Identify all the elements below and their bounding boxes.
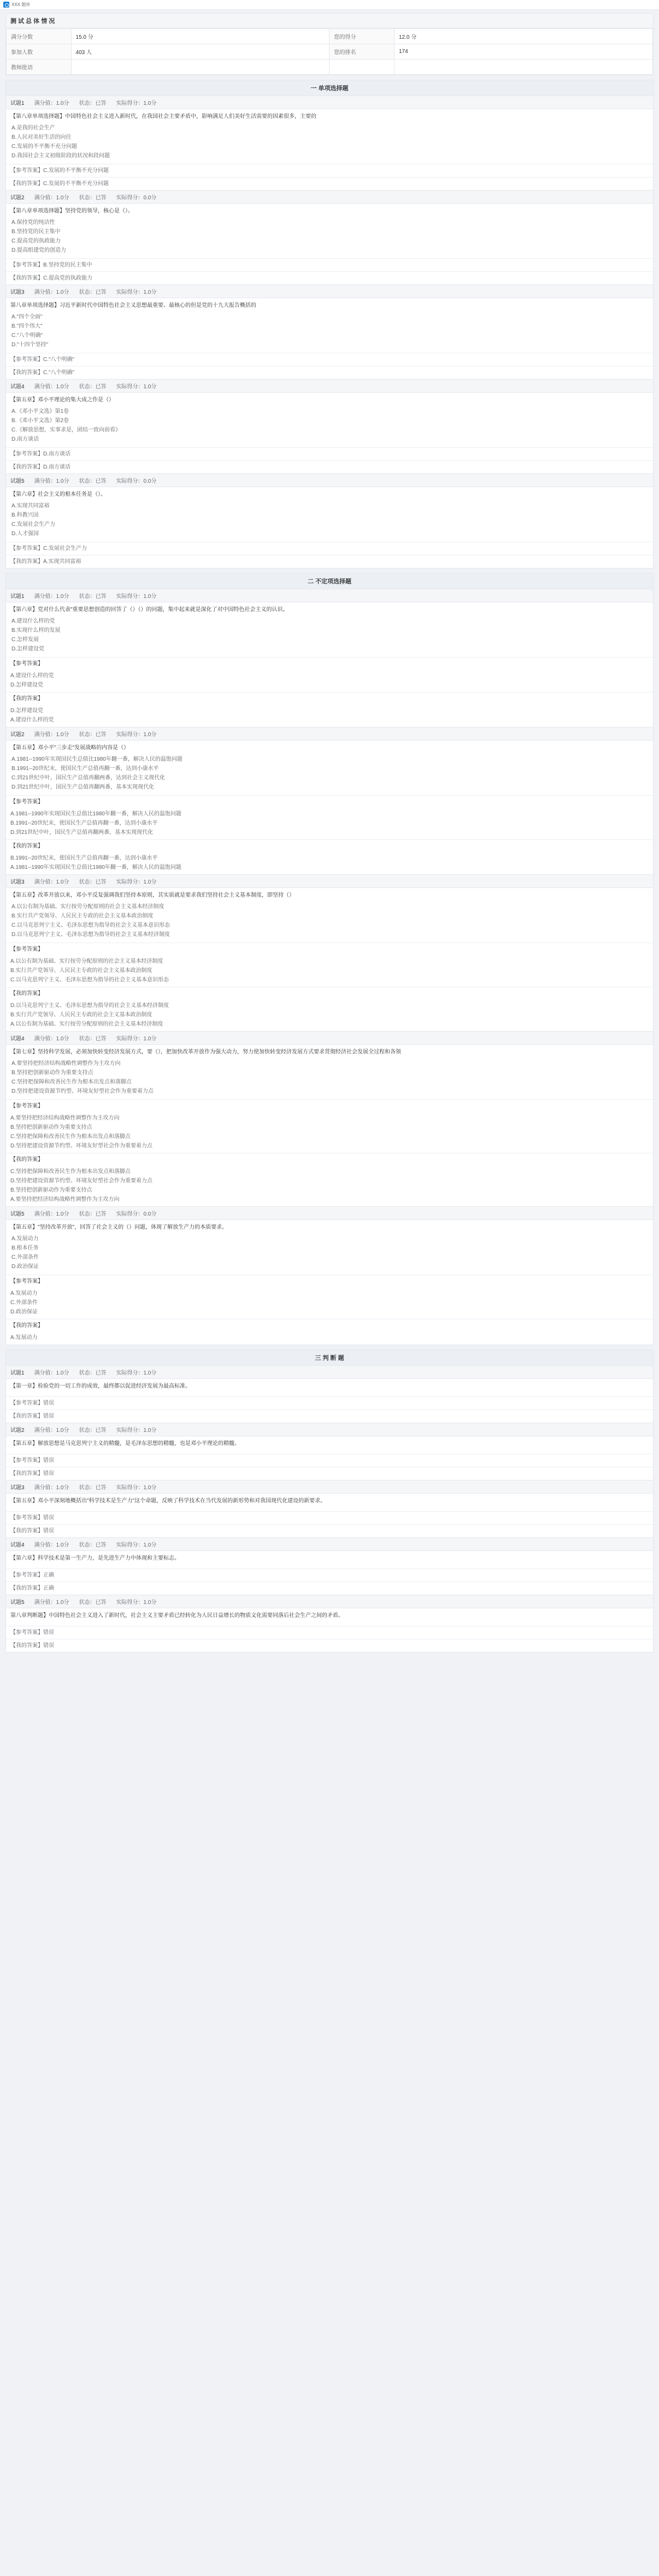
question-option[interactable]: D.我国社会主义初级阶段的状况和段问题 — [11, 153, 110, 159]
reference-answer-label: 【参考答案】 — [10, 262, 43, 268]
summary-value-yourscore: 12.0 分 — [395, 29, 653, 44]
question-body — [6, 298, 653, 353]
question-meta: 满分值：1.0分 — [34, 1211, 69, 1217]
question-number: 试题4 — [10, 1036, 25, 1042]
my-answer-row — [6, 555, 653, 568]
reference-answer-item: B.1991--20世纪末，使国民生产总值再翻一番，达到小康水平 — [10, 820, 158, 826]
table-row — [7, 44, 653, 60]
question-meta: 满分值：1.0分 — [34, 594, 69, 600]
my-answer-row — [6, 1582, 653, 1595]
question-number: 试题4 — [10, 1542, 25, 1548]
question-block — [5, 1366, 654, 1423]
question-stem: 【第五章】邓小平"三步走"发展战略的内容是（） — [10, 745, 130, 751]
reference-answer-value: B.坚持党的民主集中 — [43, 262, 92, 268]
reference-answer-list — [6, 808, 653, 839]
reference-answer-item: D.怎样建设党 — [10, 682, 43, 688]
question-meta: 满分值：1.0分 — [34, 1485, 69, 1491]
question-number: 试题1 — [10, 1370, 25, 1376]
question-header — [6, 474, 653, 487]
reference-answer-label: 【参考答案】 — [10, 168, 43, 174]
my-answer-item: B.1991--20世纪末，使国民生产总值再翻一番，达到小康水平 — [10, 855, 158, 861]
question-meta: 满分值：1.0分 — [34, 478, 69, 484]
reference-answer-label: 【参考答案】 — [6, 1099, 653, 1112]
question-number: 试题5 — [10, 478, 25, 484]
question-body — [6, 1551, 653, 1568]
question-header — [6, 380, 653, 393]
question-stem: 【第六章】社会主义的根本任务是（）。 — [10, 491, 106, 498]
question-meta: 满分值：1.0分 — [34, 1036, 69, 1042]
question-option[interactable]: D.怎样建设党 — [11, 646, 44, 652]
question-option[interactable]: B.根本任务 — [11, 1245, 39, 1251]
reference-answer-item: A.建设什么样的党 — [10, 673, 54, 679]
my-answer-value: D.南方谈话 — [43, 464, 70, 470]
my-answer-value: C."八个明确" — [43, 370, 75, 376]
my-answer-label: 【我的答案】 — [10, 1643, 43, 1649]
table-row — [7, 29, 653, 44]
my-answer-item: B.坚持把创新驱动作为重要支持点 — [10, 1187, 92, 1193]
question-stem: 【第五章】解放思想是马克思列宁主义的精髓，是毛泽东思想的精髓，也是邓小平理论的精髓。 — [10, 1441, 240, 1447]
question-stem: 【第一章】检验党的一切工作的成效，最终都以促进经济发展为最高标准。 — [10, 1383, 191, 1389]
question-option[interactable]: D.政治保证 — [11, 1264, 39, 1270]
question-block — [5, 191, 654, 285]
summary-blank-2 — [395, 60, 653, 75]
question-meta: 实际得分：1.0分 — [116, 1370, 157, 1376]
my-answer-value: 错误 — [43, 1471, 54, 1477]
question-option[interactable]: B.实行共产党领导、人民民主专政的社会主义基本政治制度 — [11, 913, 154, 919]
reference-answer-row — [6, 447, 653, 460]
reference-answer-row — [6, 542, 653, 555]
question-body — [6, 1220, 653, 1275]
question-number: 试题5 — [10, 1211, 25, 1217]
my-answer-label: 【我的答案】 — [10, 275, 43, 281]
question-option[interactable]: D.南方谈话 — [11, 436, 39, 442]
question-meta: 实际得分：0.0分 — [116, 478, 157, 484]
question-meta: 满分值：1.0分 — [34, 1600, 69, 1606]
my-answer-label: 【我的答案】 — [6, 1319, 653, 1332]
question-option[interactable]: B.坚持把创新驱动作为重要支持点 — [11, 1070, 93, 1076]
question-block — [5, 474, 654, 569]
my-answer-item: D.坚持把建设资源节约型、环境友好型社会作为重要着力点 — [10, 1178, 152, 1184]
reference-answer-item: C.外部条件 — [10, 1300, 38, 1306]
my-answer-row — [6, 1467, 653, 1480]
reference-answer-item: D.政治保证 — [10, 1309, 38, 1315]
my-answer-label: 【我的答案】 — [10, 181, 43, 187]
question-header — [6, 875, 653, 888]
reference-answer-list — [6, 670, 653, 692]
question-number: 试题3 — [10, 1485, 25, 1491]
reference-answer-row — [6, 353, 653, 366]
question-meta: 满分值：1.0分 — [34, 732, 69, 738]
question-header — [6, 1423, 653, 1436]
reference-answer-item: C.坚持把保障和改善民生作为根本出发点和落脚点 — [10, 1134, 131, 1140]
my-answer-label: 【我的答案】 — [6, 692, 653, 705]
my-answer-label: 【我的答案】 — [10, 1585, 43, 1591]
question-meta: 状态：已答 — [79, 478, 107, 484]
reference-answer-item: A.发展动力 — [10, 1290, 38, 1296]
my-answer-item: C.坚持把保障和改善民生作为根本出发点和落脚点 — [10, 1169, 131, 1175]
reference-answer-list — [6, 1112, 653, 1153]
my-answer-list — [6, 852, 653, 874]
question-block — [5, 380, 654, 474]
question-option[interactable]: B.实现什么样的发展 — [11, 627, 61, 633]
question-header — [6, 1032, 653, 1045]
question-block — [5, 1207, 654, 1345]
question-block — [5, 285, 654, 380]
question-meta: 实际得分：1.0分 — [116, 732, 157, 738]
question-body — [6, 1608, 653, 1626]
my-answer-value: C.发展的不平衡不充分问题 — [43, 181, 109, 187]
section-header: 一 单项选择题 — [5, 80, 654, 96]
question-body — [6, 1494, 653, 1511]
my-answer-label: 【我的答案】 — [6, 839, 653, 852]
summary-label-participants: 参加人数 — [7, 44, 72, 60]
my-answer-list — [6, 1166, 653, 1206]
reference-answer-value: 正确 — [43, 1572, 54, 1578]
reference-answer-label: 【参考答案】 — [10, 357, 43, 363]
app-logo-icon — [3, 2, 9, 8]
question-option[interactable]: B.科教兴国 — [11, 512, 39, 518]
reference-answer-value: C.发展的不平衡不充分问题 — [43, 168, 109, 174]
section-header: 三 判 断 题 — [5, 1349, 654, 1366]
question-number: 试题2 — [10, 732, 25, 738]
question-meta: 状态：已答 — [79, 1211, 107, 1217]
question-option[interactable]: A.建设什么样的党 — [11, 618, 55, 624]
my-answer-item: D.怎样建设党 — [10, 708, 43, 714]
question-meta: 实际得分：1.0分 — [116, 1600, 157, 1606]
question-option[interactable]: D.到21世纪中叶，国民生产总值再翻两番，基本实现现代化 — [11, 784, 155, 790]
sections-root — [0, 80, 659, 1653]
my-answer-label: 【我的答案】 — [10, 1413, 43, 1419]
question-option[interactable]: A.1981--1990年实现国民生总值比1980年翻一番，解决人民的温饱问题 — [11, 756, 183, 762]
reference-answer-label: 【参考答案】 — [10, 451, 43, 457]
question-option[interactable]: D.人才强国 — [11, 531, 39, 537]
my-answer-item: A.发展动力 — [10, 1335, 38, 1341]
summary-value-fullscore: 15.0 分 — [71, 29, 330, 44]
question-stem: 【第五章】邓小平理论的集大成之作是（） — [10, 397, 114, 403]
question-meta: 状态：已答 — [79, 1428, 107, 1434]
reference-answer-item: A.要坚持把经济结构战略性调整作为主攻方向 — [10, 1115, 120, 1121]
question-header — [6, 191, 653, 204]
my-answer-value: 错误 — [43, 1643, 54, 1649]
question-option[interactable]: B.坚持党的民主集中 — [11, 229, 61, 235]
question-meta: 实际得分：1.0分 — [116, 289, 157, 295]
question-meta: 状态：已答 — [79, 195, 107, 201]
question-number: 试题4 — [10, 384, 25, 390]
question-meta: 实际得分：1.0分 — [116, 594, 157, 600]
reference-answer-item: B.坚持把创新驱动作为重要支持点 — [10, 1124, 92, 1130]
my-answer-row — [6, 460, 653, 473]
question-meta: 状态：已答 — [79, 1485, 107, 1491]
question-block — [5, 1032, 654, 1207]
question-option[interactable]: A.是我的社会生产 — [11, 125, 55, 131]
question-body — [6, 1379, 653, 1396]
summary-label-comment: 教师批语 — [7, 60, 72, 75]
reference-answer-label: 【参考答案】 — [6, 1275, 653, 1288]
question-block — [5, 96, 654, 191]
question-stem: 【第五章】改革开放以来，邓小平反复强调我们坚持本原则，其实质就是要求我们坚持社会主义基本制度，即坚持（） — [10, 892, 295, 898]
question-stem: 【第五章】邓小平深刻地概括出"科学技术是生产力"这个命题，反映了科学技术在当代发展的新形势和对我国现代化建设的新要求。 — [10, 1498, 326, 1504]
question-option[interactable]: D.坚持把建设资源节约型、环境友好型社会作为重要着力点 — [11, 1088, 154, 1094]
reference-answer-value: 错误 — [43, 1458, 54, 1464]
summary-value-participants: 403 人 — [71, 44, 330, 60]
question-meta: 状态：已答 — [79, 594, 107, 600]
my-answer-label: 【我的答案】 — [10, 559, 43, 565]
question-block — [5, 875, 654, 1032]
question-header — [6, 1366, 653, 1379]
reference-answer-row — [6, 1396, 653, 1410]
section-header: 二 不定项选择题 — [5, 573, 654, 589]
reference-answer-label: 【参考答案】 — [10, 1400, 43, 1406]
question-block — [5, 1595, 654, 1653]
my-answer-value: C.提高党的执政能力 — [43, 275, 92, 281]
my-answer-item: A.1981--1990年实现国民生总值比1980年翻一番，解决人民的温饱问题 — [10, 864, 181, 870]
question-meta: 状态：已答 — [79, 1600, 107, 1606]
question-block — [5, 1538, 654, 1595]
question-body — [6, 602, 653, 657]
question-body — [6, 487, 653, 542]
app-topbar — [0, 0, 659, 10]
reference-answer-row — [6, 1626, 653, 1639]
question-option[interactable]: A.要坚持把经济结构战略性调整作为主攻方向 — [11, 1061, 121, 1067]
question-header — [6, 285, 653, 298]
my-answer-item: A.要坚持把经济结构战略性调整作为主攻方向 — [10, 1197, 120, 1203]
question-option[interactable]: A."四个全面" — [11, 314, 43, 320]
question-header — [6, 589, 653, 602]
question-body — [6, 1436, 653, 1454]
question-header — [6, 727, 653, 741]
question-meta: 状态：已答 — [79, 289, 107, 295]
question-meta: 实际得分：0.0分 — [116, 195, 157, 201]
reference-answer-label: 【参考答案】 — [6, 943, 653, 956]
my-answer-item: D.以马克思列宁主义、毛泽东思想为指导的社会主义基本经济制度 — [10, 1003, 169, 1009]
summary-label-yourscore: 您的得分 — [330, 29, 395, 44]
reference-answer-label: 【参考答案】 — [10, 546, 43, 552]
question-option[interactable]: A.实现共同富裕 — [11, 503, 50, 509]
reference-answer-row — [6, 1454, 653, 1467]
summary-table — [6, 28, 653, 75]
my-answer-value: 正确 — [43, 1585, 54, 1591]
reference-answer-value: 错误 — [43, 1630, 54, 1636]
question-stem: 【第七章】坚持科学发展，必须加快转变经济发展方式，要（），把加快改革开放作为强大动力，努力使加快转变经济发展方式要求贯彻经济社会发展全过程和各领 — [10, 1049, 401, 1055]
question-body — [6, 741, 653, 795]
table-row — [7, 60, 653, 75]
question-option[interactable]: A.《邓小平文选》第1卷 — [11, 408, 69, 414]
question-header — [6, 1595, 653, 1608]
question-number: 试题2 — [10, 1428, 25, 1434]
question-block — [5, 727, 654, 875]
my-answer-row — [6, 1524, 653, 1537]
question-option[interactable]: D.以马克思列宁主义、毛泽东思想为指导的社会主义基本经济制度 — [11, 932, 170, 938]
question-option[interactable]: D."十四个坚持" — [11, 342, 49, 348]
question-stem: 【第六章】科学技术是第一生产力，是先进生产力中体现和主要标志。 — [10, 1555, 180, 1561]
question-option[interactable]: A.保持党的纯洁性 — [11, 220, 55, 226]
reference-answer-row — [6, 1511, 653, 1524]
question-option[interactable]: C.发展的不平衡不充分问题 — [11, 144, 77, 150]
question-option[interactable]: C.提高党的执政能力 — [11, 238, 61, 244]
summary-label-fullscore: 满分分数 — [7, 29, 72, 44]
question-meta: 实际得分：1.0分 — [116, 1542, 157, 1548]
question-block — [5, 589, 654, 727]
question-meta: 实际得分：1.0分 — [116, 1036, 157, 1042]
reference-answer-item: D.到21世纪中叶，国民生产总值再翻两番，基本实现现代化 — [10, 830, 154, 836]
reference-answer-label: 【参考答案】 — [10, 1630, 43, 1636]
my-answer-row — [6, 177, 653, 190]
question-option[interactable]: C.发展社会生产力 — [11, 522, 55, 528]
summary-value-comment — [71, 60, 330, 75]
question-stem: 【第五章】"坚持改革开放"，回答了社会主义的（）问题，体现了解放生产力的本质要求。 — [10, 1224, 228, 1230]
question-number: 试题3 — [10, 289, 25, 295]
my-answer-value: 错误 — [43, 1528, 54, 1534]
reference-answer-label: 【参考答案】 — [10, 1572, 43, 1578]
reference-answer-value: C."八个明确" — [43, 357, 75, 363]
question-option[interactable]: C.外部条件 — [11, 1254, 39, 1260]
question-option[interactable]: D.提高组建党的创造力 — [11, 247, 66, 253]
question-option[interactable]: A.发展动力 — [11, 1236, 39, 1242]
question-body — [6, 888, 653, 943]
question-meta: 状态：已答 — [79, 1542, 107, 1548]
my-answer-row — [6, 1410, 653, 1423]
reference-answer-label: 【参考答案】 — [6, 657, 653, 670]
question-header — [6, 1538, 653, 1551]
question-option[interactable]: C.到21世纪中叶，国民生产总值再翻两番，达到社会主义现代化 — [11, 775, 166, 781]
my-answer-label: 【我的答案】 — [10, 1528, 43, 1534]
reference-answer-item: B.实行共产党领导、人民民主专政的社会主义基本政治制度 — [10, 968, 152, 974]
my-answer-label: 【我的答案】 — [10, 464, 43, 470]
question-meta: 满分值：1.0分 — [34, 100, 69, 106]
question-stem: 【第八章单项选择题】中国特色社会主义进入新时代，在我国社会主要矛盾中，影响满足人们美好生活需要的因素很多，主要的 — [10, 114, 316, 120]
question-meta: 满分值：1.0分 — [34, 195, 69, 201]
question-meta: 实际得分：0.0分 — [116, 1211, 157, 1217]
question-meta: 状态：已答 — [79, 100, 107, 106]
question-meta: 满分值：1.0分 — [34, 289, 69, 295]
question-body — [6, 1045, 653, 1099]
question-number: 试题1 — [10, 100, 25, 106]
question-option[interactable]: B."四个伟大" — [11, 323, 43, 329]
question-meta: 实际得分：1.0分 — [116, 384, 157, 390]
summary-blank-1 — [330, 60, 395, 75]
summary-title: 测 试 总 体 情 况 — [6, 14, 653, 28]
question-option[interactable]: B.人民对美好生活的向往 — [11, 134, 72, 140]
question-body — [6, 393, 653, 447]
question-number: 试题3 — [10, 879, 25, 885]
question-meta: 状态：已答 — [79, 384, 107, 390]
reference-answer-label: 【参考答案】 — [10, 1458, 43, 1464]
my-answer-list — [6, 1332, 653, 1345]
question-body — [6, 109, 653, 164]
my-answer-label: 【我的答案】 — [10, 370, 43, 376]
reference-answer-value: C.发展社会生产力 — [43, 546, 87, 552]
my-answer-item: B.实行共产党领导、人民民主专政的社会主义基本政治制度 — [10, 1012, 152, 1018]
reference-answer-item: A.以公有制为基础、实行按劳分配原则的社会主义基本经济制度 — [10, 958, 163, 964]
reference-answer-item: C.以马克思列宁主义、毛泽东思想为指导的社会主义基本意识形态 — [10, 977, 169, 983]
question-meta: 满分值：1.0分 — [34, 1370, 69, 1376]
reference-answer-item: D.坚持把建设资源节约型、环境友好型社会作为重要着力点 — [10, 1143, 152, 1149]
question-number: 试题2 — [10, 195, 25, 201]
my-answer-label: 【我的答案】 — [10, 1471, 43, 1477]
question-option[interactable]: A.以公有制为基础、实行按劳分配原则的社会主义基本经济制度 — [11, 904, 164, 910]
reference-answer-row — [6, 258, 653, 271]
reference-answer-row — [6, 164, 653, 177]
question-option[interactable]: C.以马克思列宁主义、毛泽东思想为指导的社会主义基本意识形态 — [11, 922, 170, 928]
reference-answer-row — [6, 1568, 653, 1582]
question-block — [5, 1481, 654, 1538]
question-header — [6, 1481, 653, 1494]
question-meta: 满分值：1.0分 — [34, 384, 69, 390]
question-meta: 满分值：1.0分 — [34, 879, 69, 885]
question-block — [5, 1423, 654, 1481]
reference-answer-value: 错误 — [43, 1400, 54, 1406]
question-option[interactable]: B.1991--20世纪末，使国民生产总值再翻一番，达到小康水平 — [11, 766, 159, 772]
question-stem: 【第八章单项选择题】坚持党的领导，核心是（）。 — [10, 208, 133, 214]
question-option[interactable]: C.怎样发展 — [11, 637, 39, 643]
my-answer-list — [6, 705, 653, 727]
reference-answer-label: 【参考答案】 — [6, 795, 653, 808]
question-option[interactable]: C.坚持把保障和改善民生作为根本出发点和落脚点 — [11, 1079, 132, 1085]
question-meta: 实际得分：1.0分 — [116, 879, 157, 885]
summary-panel — [5, 13, 654, 75]
summary-label-rank: 您的排名 — [330, 44, 395, 60]
my-answer-item: A.建设什么样的党 — [10, 717, 54, 723]
question-stem: 第八章单项选择题】习近平新时代中国特色社会主义思想最重要、最核心的但是党的十九大报告概括的 — [10, 303, 256, 309]
question-meta: 满分值：1.0分 — [34, 1542, 69, 1548]
question-header — [6, 96, 653, 109]
reference-answer-value: D.南方谈话 — [43, 451, 70, 457]
my-answer-label: 【我的答案】 — [6, 987, 653, 1000]
reference-answer-list — [6, 1288, 653, 1319]
question-number: 试题1 — [10, 594, 25, 600]
question-number: 试题5 — [10, 1600, 25, 1606]
my-answer-item: A.以公有制为基础、实行按劳分配原则的社会主义基本经济制度 — [10, 1021, 163, 1027]
question-option[interactable]: C."八个明确" — [11, 333, 43, 339]
question-body — [6, 204, 653, 258]
reference-answer-value: 错误 — [43, 1515, 54, 1521]
question-meta: 实际得分：1.0分 — [116, 100, 157, 106]
question-meta: 状态：已答 — [79, 879, 107, 885]
question-meta: 实际得分：1.0分 — [116, 1428, 157, 1434]
reference-answer-list — [6, 956, 653, 987]
question-stem: 第八章判断题】中国特色社会主义进入了新时代，社会主义主要矛盾已经转化为人民日益增长的物质文化需要同落后社会生产之间的矛盾。 — [10, 1613, 344, 1619]
reference-answer-label: 【参考答案】 — [10, 1515, 43, 1521]
my-answer-row — [6, 366, 653, 379]
question-meta: 实际得分：1.0分 — [116, 1485, 157, 1491]
my-answer-list — [6, 1000, 653, 1031]
reference-answer-item: A.1981--1990年实现国民生总值比1980年翻一番，解决人民的温饱问题 — [10, 811, 181, 817]
question-meta: 状态：已答 — [79, 1370, 107, 1376]
question-meta: 状态：已答 — [79, 732, 107, 738]
my-answer-value: A.实现共同富裕 — [43, 559, 81, 565]
question-meta: 满分值：1.0分 — [34, 1428, 69, 1434]
question-meta: 状态：已答 — [79, 1036, 107, 1042]
question-stem: 【第六章】党对什么代表"重要思想创造的回答了（）（）的问题，集中起来就是深化了对中国特色社会主义的认识。 — [10, 607, 289, 613]
my-answer-value: 错误 — [43, 1413, 54, 1419]
question-header — [6, 1207, 653, 1220]
my-answer-label: 【我的答案】 — [6, 1153, 653, 1166]
question-option[interactable]: B.《邓小平文选》第2卷 — [11, 418, 69, 424]
my-answer-row — [6, 1639, 653, 1652]
summary-value-rank: 174 — [395, 44, 653, 60]
question-option[interactable]: C.《解放思想，实事求是，团结一致向前看》 — [11, 427, 121, 433]
my-answer-row — [6, 271, 653, 285]
app-brand-label: XXX 题库 — [11, 2, 31, 7]
